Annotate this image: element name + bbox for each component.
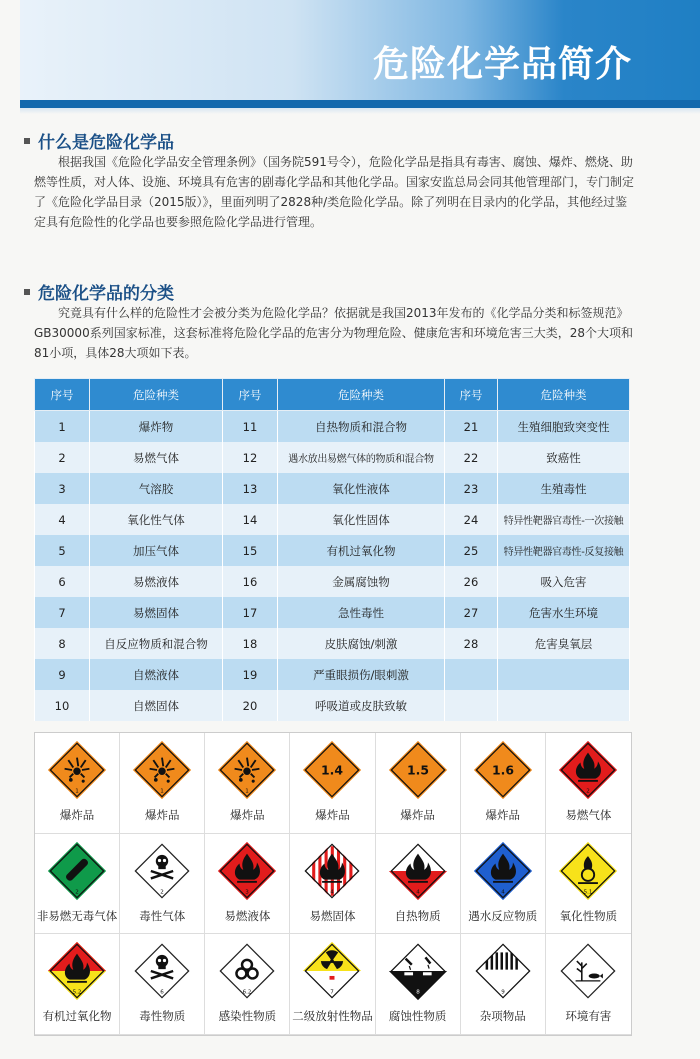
table-cell: 爆炸物: [90, 411, 223, 443]
svg-text:7: 7: [330, 989, 335, 996]
table-cell: 3: [35, 473, 90, 504]
svg-text:1.4: 1.4: [321, 762, 344, 778]
pictogram-label: 非易燃无毒气体: [36, 908, 118, 923]
pictogram-cell: [290, 834, 375, 935]
table-cell: 严重眼损伤/眼刺激: [278, 659, 445, 690]
svg-text:6: 6: [160, 989, 164, 996]
pictogram-label: 爆炸品: [144, 808, 180, 822]
bullet-square-icon: [24, 138, 30, 144]
cylinder-pictogram-icon: [46, 840, 108, 902]
pictogram-cell: [120, 934, 205, 1035]
svg-text:1: 1: [160, 788, 164, 795]
svg-text:2: 2: [75, 888, 79, 895]
pictogram-label: 爆炸品: [315, 808, 350, 822]
pictogram-label: 腐蚀性物质: [388, 1009, 447, 1024]
table-cell: 急性毒性: [278, 597, 445, 628]
pictogram-cell: [290, 934, 375, 1035]
pictogram-cell: [120, 733, 205, 834]
table-cell: 自燃液体: [90, 659, 223, 690]
pictogram-label: 环境有害: [565, 1009, 612, 1024]
table-row: [35, 628, 630, 659]
table-cell: [498, 690, 630, 721]
table-row: [35, 597, 630, 628]
table-cell: 24: [445, 504, 498, 535]
table-cell: 14: [223, 504, 278, 535]
page-title: 危险化学品简介: [372, 44, 632, 85]
skull-pictogram-icon: [131, 840, 193, 902]
svg-text:9: 9: [500, 989, 505, 996]
table-cell: 自热物质和混合物: [278, 411, 445, 443]
table-cell: 28: [445, 628, 498, 659]
environment-pictogram-icon: [557, 940, 619, 1002]
division-pictogram-icon: [387, 739, 449, 801]
table-cell: 生殖毒性: [498, 473, 630, 504]
table-cell: 易燃液体: [90, 566, 223, 597]
pictogram-cell: [461, 934, 546, 1035]
pictogram-cell: [120, 834, 205, 935]
pictogram-label: 杂项物品: [479, 1009, 526, 1024]
hazard-class-table: [34, 378, 630, 721]
table-row: [35, 473, 630, 504]
svg-text:8: 8: [415, 989, 420, 996]
pictogram-grid: [34, 732, 632, 1036]
pictogram-cell: [205, 733, 290, 834]
misc-pictogram-icon: [472, 940, 534, 1002]
table-cell: 12: [223, 442, 278, 473]
table-cell: 7: [35, 597, 90, 628]
pictogram-label: 爆炸品: [400, 808, 435, 822]
svg-text:6.2: 6.2: [242, 989, 252, 996]
pictogram-label: 遇水反应物质: [468, 908, 538, 923]
pictogram-label: 二级放射性物品: [292, 1009, 373, 1024]
pictogram-cell: [376, 834, 461, 935]
svg-text:1: 1: [75, 788, 79, 795]
table-cell: 自燃固体: [90, 690, 223, 721]
pictogram-cell: [546, 834, 631, 935]
pictogram-label: 易燃固体: [309, 908, 356, 923]
svg-text:1.5: 1.5: [406, 762, 429, 778]
table-header-row: [35, 379, 630, 411]
pictogram-label: 爆炸品: [230, 808, 265, 822]
table-cell: 25: [445, 535, 498, 566]
svg-text:4: 4: [500, 888, 505, 895]
table-cell: 危害臭氧层: [498, 628, 630, 659]
table-cell: 20: [223, 690, 278, 721]
flame-pictogram-icon: [557, 739, 619, 801]
table-row: [35, 504, 630, 535]
table-row: [35, 442, 630, 473]
section-heading-classify-text: 危险化学品的分类: [38, 284, 174, 304]
table-cell: 特异性靶器官毒性-一次接触: [498, 504, 630, 535]
pictogram-label: 易燃气体: [565, 808, 612, 822]
biohazard-pictogram-icon: [216, 940, 278, 1002]
svg-text:4: 4: [415, 888, 420, 895]
table-cell: 5: [35, 535, 90, 566]
pictogram-label: 有机过氧化物: [42, 1009, 112, 1024]
table-cell: 加压气体: [90, 535, 223, 566]
svg-text:5.2: 5.2: [72, 989, 82, 996]
pictogram-cell: [546, 934, 631, 1035]
pictogram-label: 毒性气体: [139, 908, 186, 923]
flame-pictogram-icon: [216, 840, 278, 902]
paragraph-classify: 究竟具有什么样的危险性才会被分类为危险化学品？依据就是我国2013年发布的《化学品分类和标签规范》GB30000系列国家标准，这套标准将危险化学品的危害分为物理危险、健康危害和环境危害三大类，28个大项和81小项，具体28大项如下表。: [34, 306, 633, 360]
pictogram-cell: [35, 733, 120, 834]
pictogram-label: 毒性物质: [139, 1009, 186, 1024]
explosive-pictogram-icon: [216, 739, 278, 801]
svg-text:5.1: 5.1: [583, 888, 593, 895]
table-cell: 氧化性气体: [90, 504, 223, 535]
pictogram-cell: [546, 733, 631, 834]
pictogram-cell: [205, 934, 290, 1035]
pictogram-cell: [461, 834, 546, 935]
table-cell: 8: [35, 628, 90, 659]
table-cell: 10: [35, 690, 90, 721]
pictogram-cell: [376, 733, 461, 834]
table-row: [35, 659, 630, 690]
table-header-cell: 序号: [223, 379, 278, 411]
table-cell: 26: [445, 566, 498, 597]
table-cell: 15: [223, 535, 278, 566]
pictogram-label: 自热物质: [394, 908, 441, 923]
table-cell: 27: [445, 597, 498, 628]
table-header-cell: 危险种类: [498, 379, 630, 411]
svg-text:1: 1: [245, 788, 250, 795]
radioactive-pictogram-icon: [301, 940, 363, 1002]
section-heading-classify: [24, 279, 174, 304]
table-cell: 17: [223, 597, 278, 628]
table-cell: 呼吸道或皮肤致敏: [278, 690, 445, 721]
table-cell: 13: [223, 473, 278, 504]
svg-text:2: 2: [160, 888, 164, 895]
table-cell: 皮肤腐蚀/刺激: [278, 628, 445, 659]
table-cell: [445, 659, 498, 690]
pictogram-cell: [35, 834, 120, 935]
table-cell: 16: [223, 566, 278, 597]
header-shadow: [20, 108, 700, 114]
peroxide-pictogram-icon: [46, 940, 108, 1002]
pictogram-cell: [290, 733, 375, 834]
table-cell: 1: [35, 411, 90, 443]
pictogram-cell: [35, 934, 120, 1035]
pictogram-label: 易燃液体: [224, 908, 271, 923]
table-cell: 6: [35, 566, 90, 597]
svg-text:1.6: 1.6: [491, 762, 514, 778]
table-cell: 19: [223, 659, 278, 690]
pictogram-cell: [205, 834, 290, 935]
halfflame-pictogram-icon: [387, 840, 449, 902]
pictogram-label: 爆炸品: [485, 808, 521, 822]
table-cell: 生殖细胞致突变性: [498, 411, 630, 443]
section-heading-what-text: 什么是危险化学品: [38, 133, 174, 153]
table-cell: 23: [445, 473, 498, 504]
table-header-cell: 序号: [445, 379, 498, 411]
skull-pictogram-icon: [131, 940, 193, 1002]
stripes-pictogram-icon: [301, 840, 363, 902]
table-cell: 致癌性: [498, 442, 630, 473]
table-cell: 22: [445, 442, 498, 473]
table-cell: 9: [35, 659, 90, 690]
explosive-pictogram-icon: [131, 739, 193, 801]
table-row: [35, 535, 630, 566]
table-cell: 氧化性固体: [278, 504, 445, 535]
pictogram-label: 爆炸品: [59, 808, 95, 822]
flame-pictogram-icon: [472, 840, 534, 902]
table-cell: 吸入危害: [498, 566, 630, 597]
table-cell: [498, 659, 630, 690]
table-row: [35, 566, 630, 597]
table-header-cell: 危险种类: [278, 379, 445, 411]
table-cell: 金属腐蚀物: [278, 566, 445, 597]
table-cell: 特异性靶器官毒性-反复接触: [498, 535, 630, 566]
table-cell: 21: [445, 411, 498, 443]
table-row: [35, 411, 630, 443]
table-cell: 氧化性液体: [278, 473, 445, 504]
table-cell: 11: [223, 411, 278, 443]
table-cell: 易燃固体: [90, 597, 223, 628]
table-header-cell: 危险种类: [90, 379, 223, 411]
oxidizer-pictogram-icon: [557, 840, 619, 902]
pictogram-cell: [376, 934, 461, 1035]
table-cell: 气溶胶: [90, 473, 223, 504]
bullet-square-icon: [24, 289, 30, 295]
table-cell: 有机过氧化物: [278, 535, 445, 566]
explosive-pictogram-icon: [46, 739, 108, 801]
table-cell: 危害水生环境: [498, 597, 630, 628]
division-pictogram-icon: [472, 739, 534, 801]
svg-text:2: 2: [586, 788, 591, 795]
pictogram-label: 氧化性物质: [559, 908, 618, 923]
table-cell: 2: [35, 442, 90, 473]
table-cell: [445, 690, 498, 721]
table-cell: 遇水放出易燃气体的物质和混合物: [278, 442, 445, 473]
division-pictogram-icon: [301, 739, 363, 801]
pictogram-cell: [461, 733, 546, 834]
table-header-cell: 序号: [35, 379, 90, 411]
pictogram-label: 感染性物质: [218, 1009, 277, 1024]
table-cell: 易燃气体: [90, 442, 223, 473]
paragraph-what: 根据我国《危险化学品安全管理条例》（国务院591号令），危险化学品是指具有毒害、腐蚀、爆炸、燃烧、助燃等性质，对人体、设施、环境具有危害的剧毒化学品和其他化学品。国家安监总局会同其他管理部门，专门制定了《危险化学品目录（2015版）》，里面列明了2828种/类危险化学品。除了列明在目录内的化学品，其他经过鉴定具有危险性的化学品也要参照危险化学品进行管理。: [34, 155, 635, 229]
table-cell: 自反应物质和混合物: [90, 628, 223, 659]
table-row: [35, 690, 630, 721]
svg-text:3: 3: [245, 888, 250, 895]
section-heading-what: [24, 128, 174, 153]
table-cell: 18: [223, 628, 278, 659]
svg-text:4: 4: [330, 888, 335, 895]
header-bar: [20, 100, 700, 108]
table-cell: 4: [35, 504, 90, 535]
corrosive-pictogram-icon: [387, 940, 449, 1002]
